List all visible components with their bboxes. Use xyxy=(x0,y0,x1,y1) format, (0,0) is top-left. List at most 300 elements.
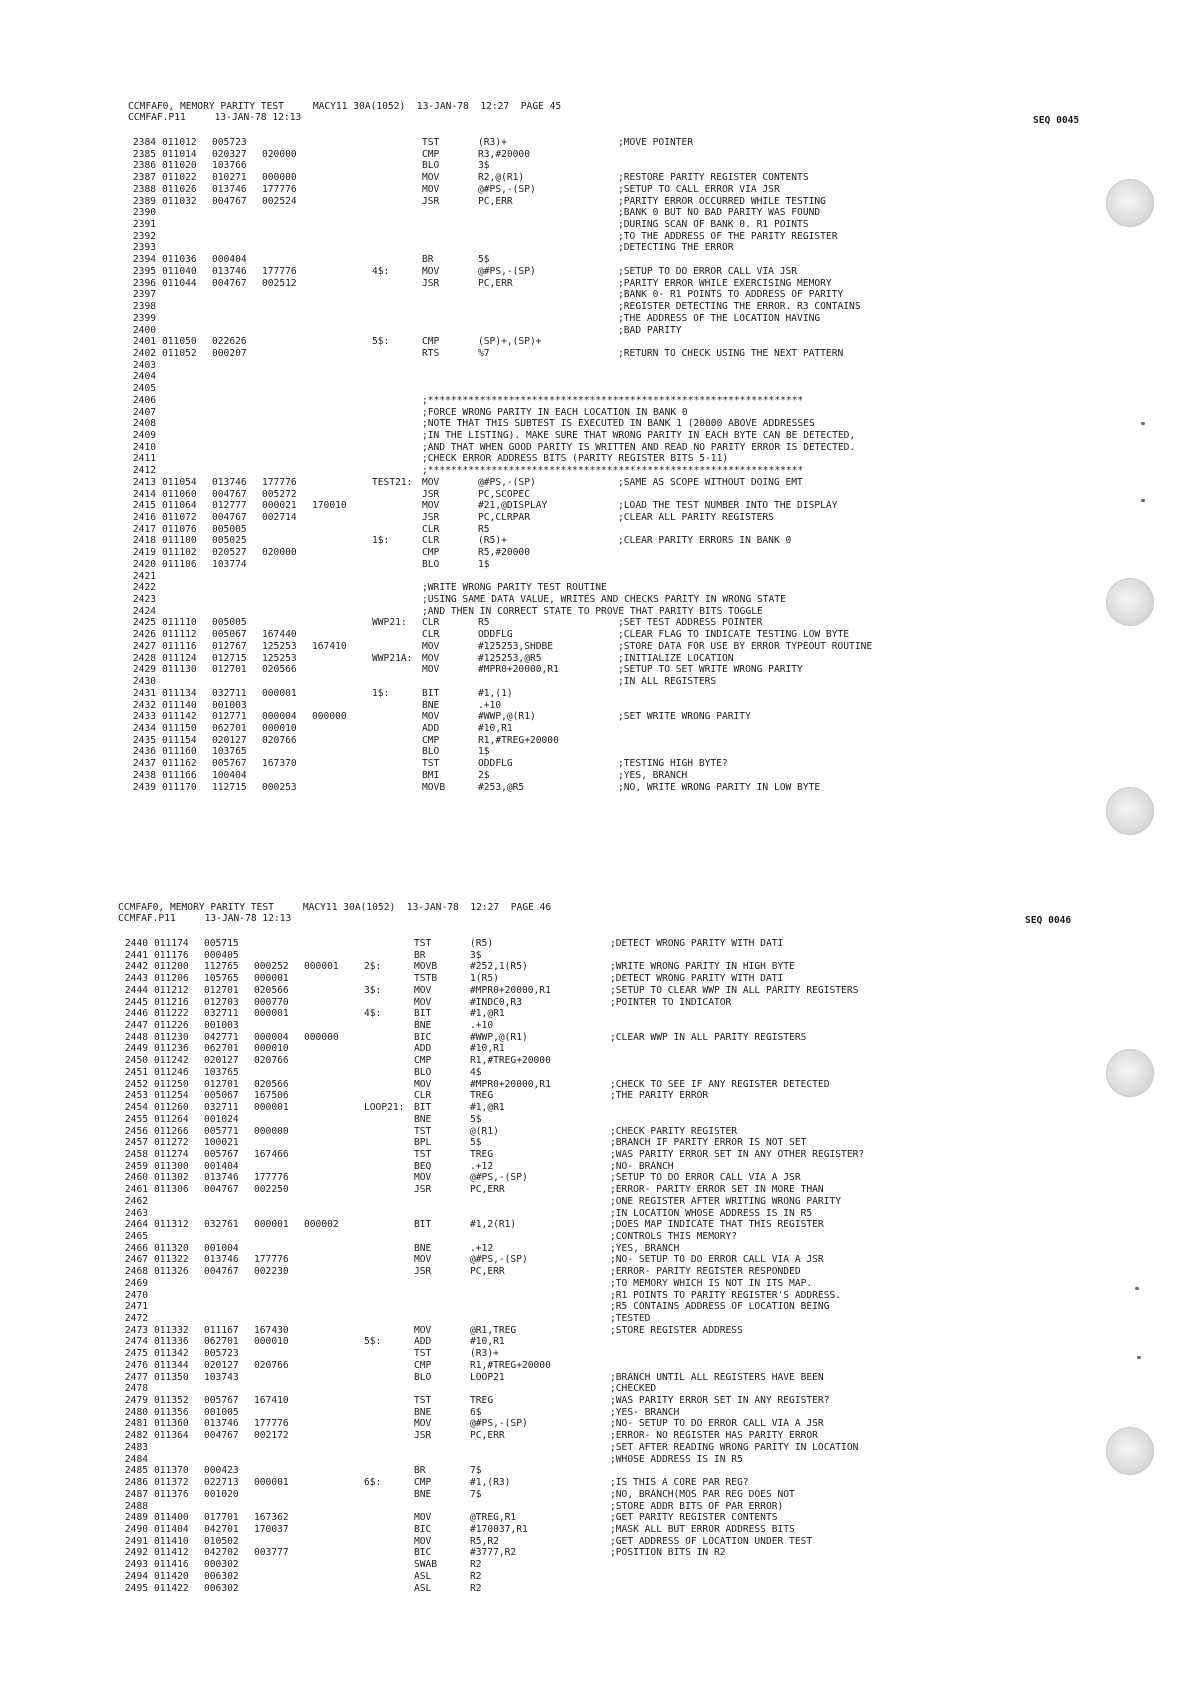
comment: ;SETUP TO SET WRITE WRONG PARITY xyxy=(618,664,803,676)
word2: 000001 xyxy=(254,1102,289,1114)
operands: .+12 xyxy=(470,1242,494,1254)
line-number: 2388 xyxy=(132,183,156,195)
word2: 177776 xyxy=(262,265,297,277)
label: WWP21: xyxy=(372,617,407,629)
address: 011222 xyxy=(154,1008,189,1020)
operands: PC,ERR xyxy=(470,1430,505,1442)
listing-line xyxy=(112,1090,1012,1102)
operands: #21,@DISPLAY xyxy=(478,500,548,512)
word2: 000770 xyxy=(254,996,289,1008)
word1: 042702 xyxy=(204,1547,239,1559)
word1: 000404 xyxy=(212,254,247,266)
line-number: 2473 xyxy=(124,1324,148,1336)
comment: ;MOVE POINTER xyxy=(618,137,694,148)
listing-line xyxy=(120,430,1020,442)
listing-line xyxy=(120,746,1020,758)
label: 4$: xyxy=(364,1008,382,1020)
opcode: CLR xyxy=(422,535,440,547)
opcode: SWAB xyxy=(414,1559,438,1571)
word3: 170010 xyxy=(312,500,347,512)
punch-hole xyxy=(1106,1427,1154,1475)
comment: ;SET WRITE WRONG PARITY xyxy=(618,711,751,723)
operands: (R3)+ xyxy=(470,1348,499,1360)
operands: 1$ xyxy=(478,558,490,570)
operands: 5$ xyxy=(478,254,490,266)
listing-line xyxy=(112,997,1012,1009)
address: 011274 xyxy=(154,1148,189,1160)
listing-line xyxy=(112,1290,1012,1302)
operands: LOOP21 xyxy=(470,1371,505,1383)
address: 011400 xyxy=(154,1512,189,1524)
line-number: 2450 xyxy=(124,1055,148,1067)
line-number: 2478 xyxy=(124,1383,148,1395)
operands: 5$ xyxy=(470,1113,482,1125)
opcode: MOV xyxy=(422,172,440,184)
word1: 011167 xyxy=(204,1324,239,1336)
listing-line xyxy=(112,1336,1012,1348)
line-number: 2461 xyxy=(124,1184,148,1196)
word1: 006302 xyxy=(204,1570,239,1582)
line-number: 2489 xyxy=(124,1512,148,1524)
listing-line xyxy=(112,1043,1012,1055)
address: 011212 xyxy=(154,984,189,996)
line-number: 2397 xyxy=(132,289,156,301)
listing-line xyxy=(112,1571,1012,1583)
word1: 103774 xyxy=(212,558,247,570)
listing-line xyxy=(120,512,1020,524)
line-number: 2451 xyxy=(124,1066,148,1078)
listing-line xyxy=(120,535,1020,547)
word1: 005767 xyxy=(212,758,247,770)
comment: ;R5 CONTAINS ADDRESS OF LOCATION BEING xyxy=(610,1301,830,1313)
label: 5$: xyxy=(364,1336,382,1348)
listing-line xyxy=(120,489,1020,501)
listing-line xyxy=(120,184,1020,196)
line-number: 2464 xyxy=(124,1219,148,1231)
address: 011320 xyxy=(154,1242,189,1254)
listing-line xyxy=(120,617,1020,629)
word2: 002172 xyxy=(254,1430,289,1442)
opcode: BLO xyxy=(414,1066,432,1078)
word1: 112765 xyxy=(204,961,239,973)
operands: @#PS,-(SP) xyxy=(478,183,536,195)
line-number: 2456 xyxy=(124,1125,148,1137)
word1: 032761 xyxy=(204,1219,239,1231)
comment: ;PARITY ERROR WHILE EXERCISING MEMORY xyxy=(618,277,832,289)
address: 011150 xyxy=(162,722,197,734)
opcode: BIT xyxy=(414,1102,432,1114)
opcode: BR xyxy=(422,254,434,266)
comment: ;STORE ADDR BITS OF PAR ERROR) xyxy=(610,1500,784,1512)
word1: 005723 xyxy=(212,137,247,148)
opcode: TST xyxy=(414,1148,432,1160)
operands: @R1,TREG xyxy=(470,1324,517,1336)
line-number: 2387 xyxy=(132,172,156,184)
word2: 177776 xyxy=(262,183,297,195)
operands: ODDFLG xyxy=(478,629,513,641)
opcode: BR xyxy=(414,949,426,961)
address: 011036 xyxy=(162,254,197,266)
operands: PC,ERR xyxy=(478,277,513,289)
address: 011246 xyxy=(154,1066,189,1078)
word1: 005025 xyxy=(212,535,247,547)
word2: 167430 xyxy=(254,1324,289,1336)
operands: #INDC0,R3 xyxy=(470,996,522,1008)
word1: 100404 xyxy=(212,769,247,781)
label: TEST21: xyxy=(372,476,413,488)
line-number: 2435 xyxy=(132,734,156,746)
opcode: MOV xyxy=(422,652,440,664)
address: 011140 xyxy=(162,699,197,711)
listing-line xyxy=(120,301,1020,313)
listing-line xyxy=(112,1114,1012,1126)
opcode: CMP xyxy=(414,1477,432,1489)
address: 011014 xyxy=(162,148,197,160)
line-number: 2437 xyxy=(132,758,156,770)
opcode: BNE xyxy=(414,1242,432,1254)
line-number: 2419 xyxy=(132,547,156,559)
operands: R2 xyxy=(470,1559,482,1571)
line-number: 2455 xyxy=(124,1113,148,1125)
comment: ;WAS PARITY ERROR SET IN ANY REGISTER? xyxy=(610,1395,830,1407)
address: 011312 xyxy=(154,1219,189,1231)
sequence-number: SEQ 0045 xyxy=(1033,115,1080,126)
comment: ;SETUP TO CALL ERROR VIA JSR xyxy=(618,183,780,195)
operands: @#PS,-(SP) xyxy=(470,1254,528,1266)
word1: 042701 xyxy=(204,1523,239,1535)
label: 3$: xyxy=(364,984,382,996)
comment: ;NO, BRANCH(MOS PAR REG DOES NOT xyxy=(610,1488,795,1500)
word2: 000001 xyxy=(262,687,297,699)
line-number: 2458 xyxy=(124,1148,148,1160)
word1: 010502 xyxy=(204,1535,239,1547)
address: 011326 xyxy=(154,1266,189,1278)
opcode: ;CHECK ERROR ADDRESS BITS (PARITY REGISTER BITS 5-11) xyxy=(422,453,729,465)
opcode: BIT xyxy=(414,1219,432,1231)
word1: 032711 xyxy=(212,687,247,699)
opcode: BLO xyxy=(414,1371,432,1383)
line-number: 2399 xyxy=(132,312,156,324)
opcode: BIC xyxy=(414,1031,432,1043)
line-number: 2440 xyxy=(124,938,148,949)
opcode: MOV xyxy=(414,1172,432,1184)
opcode: JSR xyxy=(422,488,440,500)
line-number: 2393 xyxy=(132,242,156,254)
address: 011050 xyxy=(162,336,197,348)
address: 011260 xyxy=(154,1102,189,1114)
address: 011376 xyxy=(154,1488,189,1500)
operands: #10,R1 xyxy=(470,1043,505,1055)
word2: 020566 xyxy=(254,1078,289,1090)
comment: ;BRANCH UNTIL ALL REGISTERS HAVE BEEN xyxy=(610,1371,824,1383)
listing-line xyxy=(112,1126,1012,1138)
address: 011154 xyxy=(162,734,197,746)
opcode: TSTB xyxy=(414,973,438,985)
opcode: MOV xyxy=(422,711,440,723)
word1: 005715 xyxy=(204,938,239,949)
word1: 013746 xyxy=(212,476,247,488)
comment: ;SETUP TO CLEAR WWP IN ALL PARITY REGISTERS xyxy=(610,984,859,996)
comment: ;YES- BRANCH xyxy=(610,1406,680,1418)
opcode: TST xyxy=(422,758,440,770)
opcode: BNE xyxy=(414,1020,432,1032)
comment: ;SAME AS SCOPE WITHOUT DOING EMT xyxy=(618,476,803,488)
word2: 002524 xyxy=(262,195,297,207)
address: 011012 xyxy=(162,137,197,148)
comment: ;CLEAR WWP IN ALL PARITY REGISTERS xyxy=(610,1031,807,1043)
opcode: ;USING SAME DATA VALUE, WRITES AND CHECKS PARITY IN WRONG STATE xyxy=(422,594,786,606)
opcode: JSR xyxy=(422,277,440,289)
line-number: 2444 xyxy=(124,984,148,996)
word2: 170037 xyxy=(254,1523,289,1535)
operands: 1$ xyxy=(478,746,490,758)
word1: 020527 xyxy=(212,547,247,559)
word1: 000302 xyxy=(204,1559,239,1571)
comment: ;CHECK TO SEE IF ANY REGISTER DETECTED xyxy=(610,1078,830,1090)
listing-line xyxy=(120,348,1020,360)
comment: ;TO MEMORY WHICH IS NOT IN ITS MAP. xyxy=(610,1277,813,1289)
word1: 013746 xyxy=(204,1254,239,1266)
comment: ;IN LOCATION WHOSE ADDRESS IS IN R5 xyxy=(610,1207,813,1219)
word1: 013746 xyxy=(204,1172,239,1184)
opcode: BPL xyxy=(414,1137,432,1149)
listing-line xyxy=(120,688,1020,700)
opcode: MOV xyxy=(422,183,440,195)
listing-line xyxy=(112,1032,1012,1044)
operands: 1(R5) xyxy=(470,973,499,985)
word2: 000004 xyxy=(262,711,297,723)
word2: 002230 xyxy=(254,1266,289,1278)
listing-line xyxy=(112,1583,1012,1595)
operands: #WWP,@(R1) xyxy=(470,1031,528,1043)
listing-line xyxy=(112,1172,1012,1184)
comment: ;BANK 0- R1 POINTS TO ADDRESS OF PARITY xyxy=(618,289,844,301)
word2: 000010 xyxy=(262,722,297,734)
address: 011336 xyxy=(154,1336,189,1348)
line-number: 2391 xyxy=(132,219,156,231)
opcode: ASL xyxy=(414,1582,432,1594)
listing-line xyxy=(120,782,1020,794)
line-number: 2423 xyxy=(132,594,156,606)
operands: #1,(R3) xyxy=(470,1477,511,1489)
comment: ;CHECKED xyxy=(610,1383,657,1395)
listing-line xyxy=(120,735,1020,747)
word1: 042771 xyxy=(204,1031,239,1043)
word1: 012701 xyxy=(212,664,247,676)
address: 011254 xyxy=(154,1090,189,1102)
word1: 062701 xyxy=(212,722,247,734)
listing-line xyxy=(120,313,1020,325)
comment: ;LOAD THE TEST NUMBER INTO THE DISPLAY xyxy=(618,500,838,512)
word2: 000004 xyxy=(254,1031,289,1043)
word3: 167410 xyxy=(312,640,347,652)
line-number: 2421 xyxy=(132,570,156,582)
word1: 004767 xyxy=(204,1266,239,1278)
listing-line xyxy=(112,1489,1012,1501)
comment: ;NO- SETUP TO DO ERROR CALL VIA A JSR xyxy=(610,1254,824,1266)
listing-line xyxy=(120,559,1020,571)
word1: 012771 xyxy=(212,711,247,723)
opcode: MOV xyxy=(414,1512,432,1524)
opcode: BLO xyxy=(422,160,440,172)
address: 011216 xyxy=(154,996,189,1008)
word1: 001404 xyxy=(204,1160,239,1172)
word2: 000000 xyxy=(254,1125,289,1137)
line-number: 2428 xyxy=(132,652,156,664)
address: 011306 xyxy=(154,1184,189,1196)
word2: 020000 xyxy=(262,547,297,559)
listing-line xyxy=(120,465,1020,477)
operands: #253,@R5 xyxy=(478,781,525,793)
word1: 000405 xyxy=(204,949,239,961)
line-number: 2484 xyxy=(124,1453,148,1465)
listing-line xyxy=(112,1442,1012,1454)
address: 011166 xyxy=(162,769,197,781)
line-number: 2466 xyxy=(124,1242,148,1254)
line-number: 2409 xyxy=(132,429,156,441)
page-header-file: CCMFAF.P11 13-JAN-78 12:13 xyxy=(118,913,292,924)
word1: 103765 xyxy=(204,1066,239,1078)
label: 4$: xyxy=(372,265,390,277)
opcode: CMP xyxy=(414,1359,432,1371)
word2: 020566 xyxy=(262,664,297,676)
opcode: BLO xyxy=(422,746,440,758)
line-number: 2432 xyxy=(132,699,156,711)
listing-line xyxy=(120,664,1020,676)
operands: R1,#TREG+20000 xyxy=(478,734,559,746)
comment: ;MASK ALL BUT ERROR ADDRESS BITS xyxy=(610,1523,795,1535)
word2: 020566 xyxy=(254,984,289,996)
opcode: ASL xyxy=(414,1570,432,1582)
line-number: 2412 xyxy=(132,465,156,477)
line-number: 2418 xyxy=(132,535,156,547)
address: 011044 xyxy=(162,277,197,289)
line-number: 2471 xyxy=(124,1301,148,1313)
operands: TREG xyxy=(470,1090,494,1102)
listing-line xyxy=(112,1149,1012,1161)
word1: 001003 xyxy=(212,699,247,711)
address: 011422 xyxy=(154,1582,189,1594)
line-number: 2434 xyxy=(132,722,156,734)
operands: (R3)+ xyxy=(478,137,507,148)
operands: #1,2(R1) xyxy=(470,1219,517,1231)
word1: 001003 xyxy=(204,1020,239,1032)
listing-line xyxy=(112,1454,1012,1466)
address: 011076 xyxy=(162,523,197,535)
listing-line xyxy=(120,524,1020,536)
word1: 022713 xyxy=(204,1477,239,1489)
address: 011112 xyxy=(162,629,197,641)
punch-hole xyxy=(1106,787,1154,835)
word1: 020127 xyxy=(204,1055,239,1067)
comment: ;BAD PARITY xyxy=(618,324,682,336)
opcode: MOV xyxy=(414,996,432,1008)
comment: ;RESTORE PARITY REGISTER CONTENTS xyxy=(618,172,809,184)
word1: 000207 xyxy=(212,347,247,359)
line-number: 2448 xyxy=(124,1031,148,1043)
comment: ;SET TEST ADDRESS POINTER xyxy=(618,617,763,629)
operands: .+12 xyxy=(470,1160,494,1172)
operands: #1,@R1 xyxy=(470,1102,505,1114)
address: 011022 xyxy=(162,172,197,184)
listing-line xyxy=(120,723,1020,735)
opcode: CMP xyxy=(422,547,440,559)
label: 5$: xyxy=(372,336,390,348)
line-number: 2454 xyxy=(124,1102,148,1114)
operands: PC,ERR xyxy=(470,1266,505,1278)
line-number: 2468 xyxy=(124,1266,148,1278)
address: 011160 xyxy=(162,746,197,758)
word1: 001004 xyxy=(204,1242,239,1254)
opcode: TST xyxy=(414,1395,432,1407)
label: 1$: xyxy=(372,535,390,547)
punch-hole xyxy=(1106,179,1154,227)
listing-line xyxy=(112,1102,1012,1114)
comment: ;ERROR- PARITY REGISTER RESPONDED xyxy=(610,1266,801,1278)
line-number: 2449 xyxy=(124,1043,148,1055)
comment: ;NO- SETUP TO DO ERROR CALL VIA A JSR xyxy=(610,1418,824,1430)
word1: 012715 xyxy=(212,652,247,664)
operands: R2 xyxy=(470,1570,482,1582)
opcode: ;NOTE THAT THIS SUBTEST IS EXECUTED IN BANK 1 (20000 ABOVE ADDRESSES xyxy=(422,418,815,430)
line-number: 2445 xyxy=(124,996,148,1008)
line-number: 2431 xyxy=(132,687,156,699)
word2: 000010 xyxy=(254,1043,289,1055)
label: 1$: xyxy=(372,687,390,699)
listing-line xyxy=(120,582,1020,594)
comment: ;THE PARITY ERROR xyxy=(610,1090,709,1102)
operands: R3,#20000 xyxy=(478,148,530,160)
line-number: 2493 xyxy=(124,1559,148,1571)
operands: @#PS,-(SP) xyxy=(470,1418,528,1430)
listing-line xyxy=(120,711,1020,723)
address: 011124 xyxy=(162,652,197,664)
listing-line xyxy=(112,1055,1012,1067)
word1: 105765 xyxy=(204,973,239,985)
listing-line xyxy=(112,1465,1012,1477)
address: 011370 xyxy=(154,1465,189,1477)
listing-line xyxy=(120,325,1020,337)
word1: 005767 xyxy=(204,1148,239,1160)
address: 011272 xyxy=(154,1137,189,1149)
code-listing xyxy=(112,938,1012,1594)
word1: 017701 xyxy=(204,1512,239,1524)
operands: 7$ xyxy=(470,1465,482,1477)
word1: 012701 xyxy=(204,1078,239,1090)
comment: ;DETECT WRONG PARITY WITH DATI xyxy=(610,938,784,949)
line-number: 2474 xyxy=(124,1336,148,1348)
listing-line xyxy=(120,594,1020,606)
word1: 013746 xyxy=(212,183,247,195)
opcode: BLO xyxy=(422,558,440,570)
address: 011342 xyxy=(154,1348,189,1360)
line-number: 2495 xyxy=(124,1582,148,1594)
operands: #1,@R1 xyxy=(470,1008,505,1020)
listing-line xyxy=(120,383,1020,395)
opcode: JSR xyxy=(414,1266,432,1278)
word1: 012703 xyxy=(204,996,239,1008)
listing-line xyxy=(112,1219,1012,1231)
scan-speck xyxy=(1141,499,1145,502)
punch-hole xyxy=(1106,578,1154,626)
listing-line xyxy=(120,207,1020,219)
address: 011352 xyxy=(154,1395,189,1407)
listing-line xyxy=(112,1196,1012,1208)
line-number: 2394 xyxy=(132,254,156,266)
page-header-title: CCMFAF0, MEMORY PARITY TEST MACY11 30A(1052) 13-JAN-78 12:27 PAGE 46 xyxy=(118,902,552,913)
word2: 125253 xyxy=(262,640,297,652)
opcode: CLR xyxy=(422,523,440,535)
